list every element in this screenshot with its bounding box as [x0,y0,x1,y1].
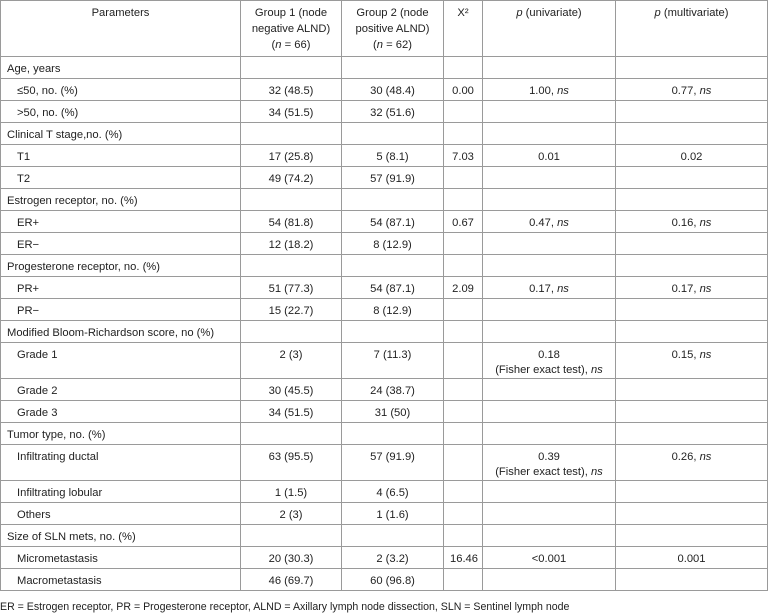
table-row [1,277,768,299]
section-title: Modified Bloom-Richardson score, no (%) [1,321,241,343]
section-title: Size of SLN mets, no. (%) [1,525,241,547]
group2-value: 60 (96.8) [342,569,444,591]
table-row [1,547,768,569]
table-row [1,343,768,379]
group1-value: 2 (3) [241,503,342,525]
x2-value [444,379,483,401]
row-label: Grade 2 [1,379,241,401]
empty-cell [444,255,483,277]
x2-value [444,503,483,525]
footnote: ER = Estrogen receptor, PR = Progesterone receptor, ALND = Axillary lymph node dissection, SLN = Sentinel lymph node [0,601,570,613]
section-row [1,57,768,79]
empty-cell [444,525,483,547]
p-multivariate-value [616,101,768,123]
p-multivariate-value [616,481,768,503]
header-group2-n: (n = 62) [373,39,412,51]
group2-value: 7 (11.3) [342,343,444,379]
p-multivariate-value [616,503,768,525]
x2-value [444,101,483,123]
p-univariate-text: 1.00, ns [529,85,569,97]
header-group2 [342,1,444,57]
row-label: PR− [1,299,241,321]
table-row [1,445,768,481]
group2-value: 30 (48.4) [342,79,444,101]
empty-cell [241,525,342,547]
row-label: ER+ [1,211,241,233]
empty-cell [241,57,342,79]
header-group2-label: Group 2 (node positive ALND) [355,7,430,35]
empty-cell [342,189,444,211]
group1-value: 34 (51.5) [241,401,342,423]
group1-value: 54 (81.8) [241,211,342,233]
x2-value [444,569,483,591]
group2-value: 24 (38.7) [342,379,444,401]
header-row [1,1,768,57]
empty-cell [483,423,616,445]
p-univariate-value [483,481,616,503]
p-univariate-value [483,401,616,423]
empty-cell [483,525,616,547]
header-group1 [241,1,342,57]
p-multivariate-value: 0.15, ns [616,343,768,379]
group1-value: 1 (1.5) [241,481,342,503]
row-label: Macrometastasis [1,569,241,591]
empty-cell [483,255,616,277]
section-title: Tumor type, no. (%) [1,423,241,445]
group2-value: 54 (87.1) [342,211,444,233]
section-row [1,423,768,445]
row-label: >50, no. (%) [1,101,241,123]
empty-cell [241,189,342,211]
row-label: Grade 3 [1,401,241,423]
p-multivariate-value: 0.16, ns [616,211,768,233]
p-multivariate-value [616,379,768,401]
row-label: Others [1,503,241,525]
empty-cell [616,255,768,277]
group2-value: 57 (91.9) [342,167,444,189]
group1-value: 46 (69.7) [241,569,342,591]
empty-cell [342,321,444,343]
x2-value: 7.03 [444,145,483,167]
empty-cell [342,423,444,445]
header-p-univariate: p (univariate) [483,1,616,57]
empty-cell [444,189,483,211]
p-univariate-note: (Fisher exact test), ns [495,466,603,478]
group2-value: 5 (8.1) [342,145,444,167]
empty-cell [241,423,342,445]
p-univariate-note: (Fisher exact test), ns [495,364,603,376]
row-label: ER− [1,233,241,255]
empty-cell [483,57,616,79]
p-multivariate-value: 0.17, ns [616,277,768,299]
table-row [1,145,768,167]
empty-cell [483,189,616,211]
empty-cell [616,123,768,145]
table-row [1,167,768,189]
x2-value: 16.46 [444,547,483,569]
group1-value: 32 (48.5) [241,79,342,101]
row-label: T1 [1,145,241,167]
p-multivariate-value [616,569,768,591]
empty-cell [241,255,342,277]
section-row [1,255,768,277]
x2-value [444,233,483,255]
group1-value: 12 (18.2) [241,233,342,255]
x2-value [444,481,483,503]
row-label: Micrometastasis [1,547,241,569]
group1-value: 17 (25.8) [241,145,342,167]
x2-value: 2.09 [444,277,483,299]
row-label: Grade 1 [1,343,241,379]
empty-cell [342,525,444,547]
p-univariate-value [483,503,616,525]
group1-value: 51 (77.3) [241,277,342,299]
table-row [1,503,768,525]
x2-value [444,401,483,423]
group1-value: 49 (74.2) [241,167,342,189]
group1-value: 2 (3) [241,343,342,379]
p-univariate-value [483,547,616,569]
table-row [1,211,768,233]
group1-value: 63 (95.5) [241,445,342,481]
p-univariate-text: 0.01 [538,151,560,163]
section-row [1,321,768,343]
empty-cell [342,57,444,79]
p-univariate-text: 0.17, ns [529,283,569,295]
group1-value: 34 (51.5) [241,101,342,123]
group1-value: 30 (45.5) [241,379,342,401]
p-multivariate-value [616,299,768,321]
group2-value: 2 (3.2) [342,547,444,569]
x2-value [444,343,483,379]
group1-value: 20 (30.3) [241,547,342,569]
group2-value: 31 (50) [342,401,444,423]
p-univariate-text: <0.001 [531,553,567,565]
table-body [1,57,768,591]
p-univariate-value [483,343,616,379]
empty-cell [241,123,342,145]
group2-value: 32 (51.6) [342,101,444,123]
table-row [1,299,768,321]
table-row [1,233,768,255]
row-label: PR+ [1,277,241,299]
section-row [1,189,768,211]
empty-cell [616,423,768,445]
empty-cell [444,321,483,343]
group2-value: 8 (12.9) [342,299,444,321]
p-univariate-value [483,445,616,481]
group2-value: 4 (6.5) [342,481,444,503]
table-row [1,379,768,401]
p-multivariate-value [616,167,768,189]
p-univariate-value [483,233,616,255]
table-row [1,79,768,101]
p-multivariate-value [616,401,768,423]
p-univariate-value [483,569,616,591]
section-title: Progesterone receptor, no. (%) [1,255,241,277]
empty-cell [444,423,483,445]
section-title: Estrogen receptor, no. (%) [1,189,241,211]
p-multivariate-value: 0.001 [616,547,768,569]
x2-value [444,299,483,321]
header-group1-n: (n = 66) [271,39,311,51]
empty-cell [483,321,616,343]
x2-value: 0.67 [444,211,483,233]
empty-cell [444,57,483,79]
row-label: ≤50, no. (%) [1,79,241,101]
group2-value: 54 (87.1) [342,277,444,299]
empty-cell [616,189,768,211]
p-univariate-text: 0.47, ns [529,217,569,229]
row-label: Infiltrating lobular [1,481,241,503]
group2-value: 1 (1.6) [342,503,444,525]
p-univariate-value [483,379,616,401]
p-multivariate-value: 0.02 [616,145,768,167]
header-parameters: Parameters [1,1,241,57]
p-univariate-value [483,101,616,123]
empty-cell [342,123,444,145]
table-row [1,481,768,503]
x2-value: 0.00 [444,79,483,101]
p-univariate-value [483,145,616,167]
header-p-multivariate: p (multivariate) [616,1,768,57]
x2-value [444,167,483,189]
empty-cell [241,321,342,343]
table-row [1,401,768,423]
table-row [1,569,768,591]
empty-cell [616,57,768,79]
header-group1-label: Group 1 (node negative ALND) [251,7,331,35]
p-multivariate-value: 0.26, ns [616,445,768,481]
p-univariate-text: 0.18 [538,349,560,361]
p-multivariate-value [616,233,768,255]
p-univariate-value [483,211,616,233]
section-title: Age, years [1,57,241,79]
p-univariate-value [483,79,616,101]
table-row [1,101,768,123]
p-univariate-value [483,299,616,321]
p-univariate-value [483,277,616,299]
group2-value: 57 (91.9) [342,445,444,481]
empty-cell [616,321,768,343]
row-label: T2 [1,167,241,189]
section-row [1,525,768,547]
header-x2: X² [444,1,483,57]
group1-value: 15 (22.7) [241,299,342,321]
row-label: Infiltrating ductal [1,445,241,481]
empty-cell [444,123,483,145]
empty-cell [342,255,444,277]
section-title: Clinical T stage,no. (%) [1,123,241,145]
p-univariate-value [483,167,616,189]
section-row [1,123,768,145]
empty-cell [616,525,768,547]
x2-value [444,445,483,481]
group2-value: 8 (12.9) [342,233,444,255]
p-univariate-text: 0.39 [538,451,560,463]
empty-cell [483,123,616,145]
p-multivariate-value: 0.77, ns [616,79,768,101]
